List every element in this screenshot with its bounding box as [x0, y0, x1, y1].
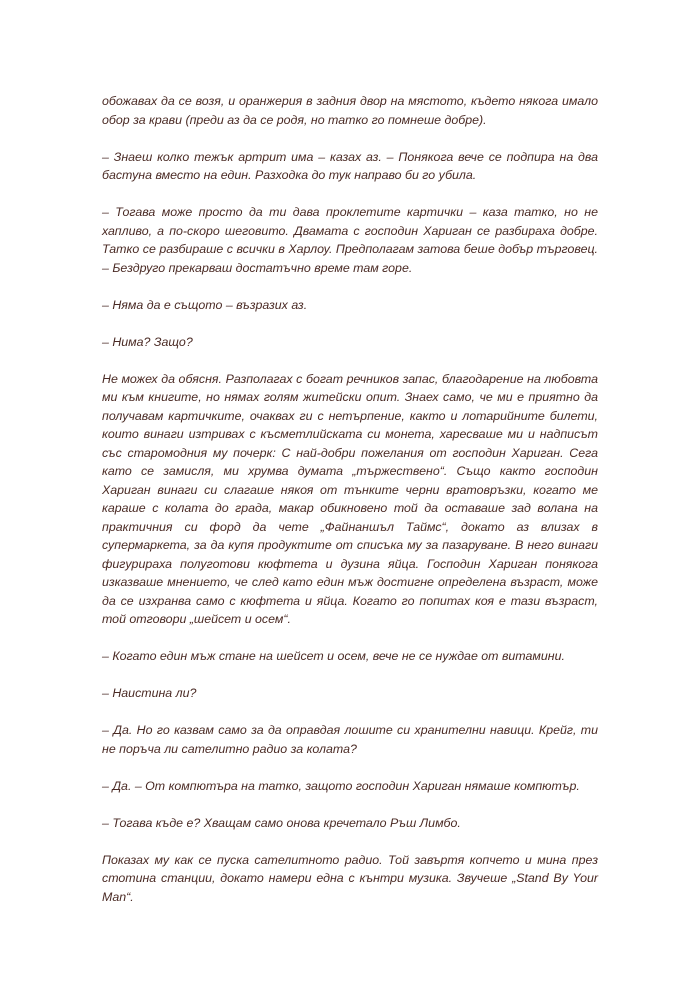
paragraph: Показах му как се пуска сателитното радио. Той завъртя копчето и мина през стотина станции, докато намери една с кънтри музика. Звучеше „Stand By Your Man“. [102, 852, 598, 904]
paragraph: – Знаеш колко тежък артрит има – казах аз. – Понякога вече се подпира на два бастуна вместо на един. Разходка до тук направо би го убила. [102, 149, 598, 182]
paragraph: – Когато един мъж стане на шейсет и осем, вече не се нуждае от витамини. [102, 649, 565, 663]
paragraph: Не можех да обясня. Разполагах с богат речников запас, благодарение на любовта ми към книгите, но нямах голям житейски опит. Знаех само, че ми е приятно да получавам картичките, очаквах ги с нетърпение, както и лотарийните билети, които винаги изтривах с късметлийската си монета, харесваше ми и надписът със старомодния му почерк: С най-добри пожелания от господин Хариган. Сега като се замисля, ми хрумва думата „тържествено“. Също както господин Хариган винаги си слагаше някоя от тънките черни вратовръзки, когато ме караше с колата до града, макар обикновено той да оставаше зад волана на практичния си форд да чете „Файнаншъл Таймс“, докато аз влизах в супермаркета, за да купя продуктите от списъка му за пазаруване. В него винаги фигурираха полуготови кюфтета и дузина яйца. Господин Хариган понякога изказваше мнението, че след като един мъж достигне определена възраст, може да се изхранва само с кюфтета и яйца. Когато го попитах коя е тази възраст, той отговори „шейсет и осем“. [102, 371, 598, 626]
paragraph: – Да. Но го казвам само за да оправдая лошите си хранителни навици. Крейг, ти не поръча ли сателитно радио за колата? [102, 723, 598, 756]
paragraph: – Тогава къде е? Хващам само онова кречетало Ръш Лимбо. [102, 815, 461, 830]
paragraph: – Нима? Защо? [102, 334, 193, 349]
body-text [102, 92, 598, 925]
paragraph: обожавах да се возя, и оранжерия в задния двор на мястото, където някога имало обор за крави (преди аз да се родя, но татко го помнеше добре). [102, 94, 598, 127]
paragraph: – Тогава може просто да ти дава проклетите картички – каза татко, но не хапливо, а по-скоро шеговито. Двамата с господин Хариган се разбираха добре. Татко се разбираше с всички в Харлоу. Предполагам затова беше добър търговец. – Бездруго прекарваш достатъчно време там горе. [102, 205, 598, 275]
paragraph: – Няма да е същото – възразих аз. [102, 297, 308, 312]
paragraph: – Да. – От компютъра на татко, защото господин Хариган нямаше компютър. [102, 778, 580, 793]
paragraph: – Наистина ли? [102, 686, 197, 700]
